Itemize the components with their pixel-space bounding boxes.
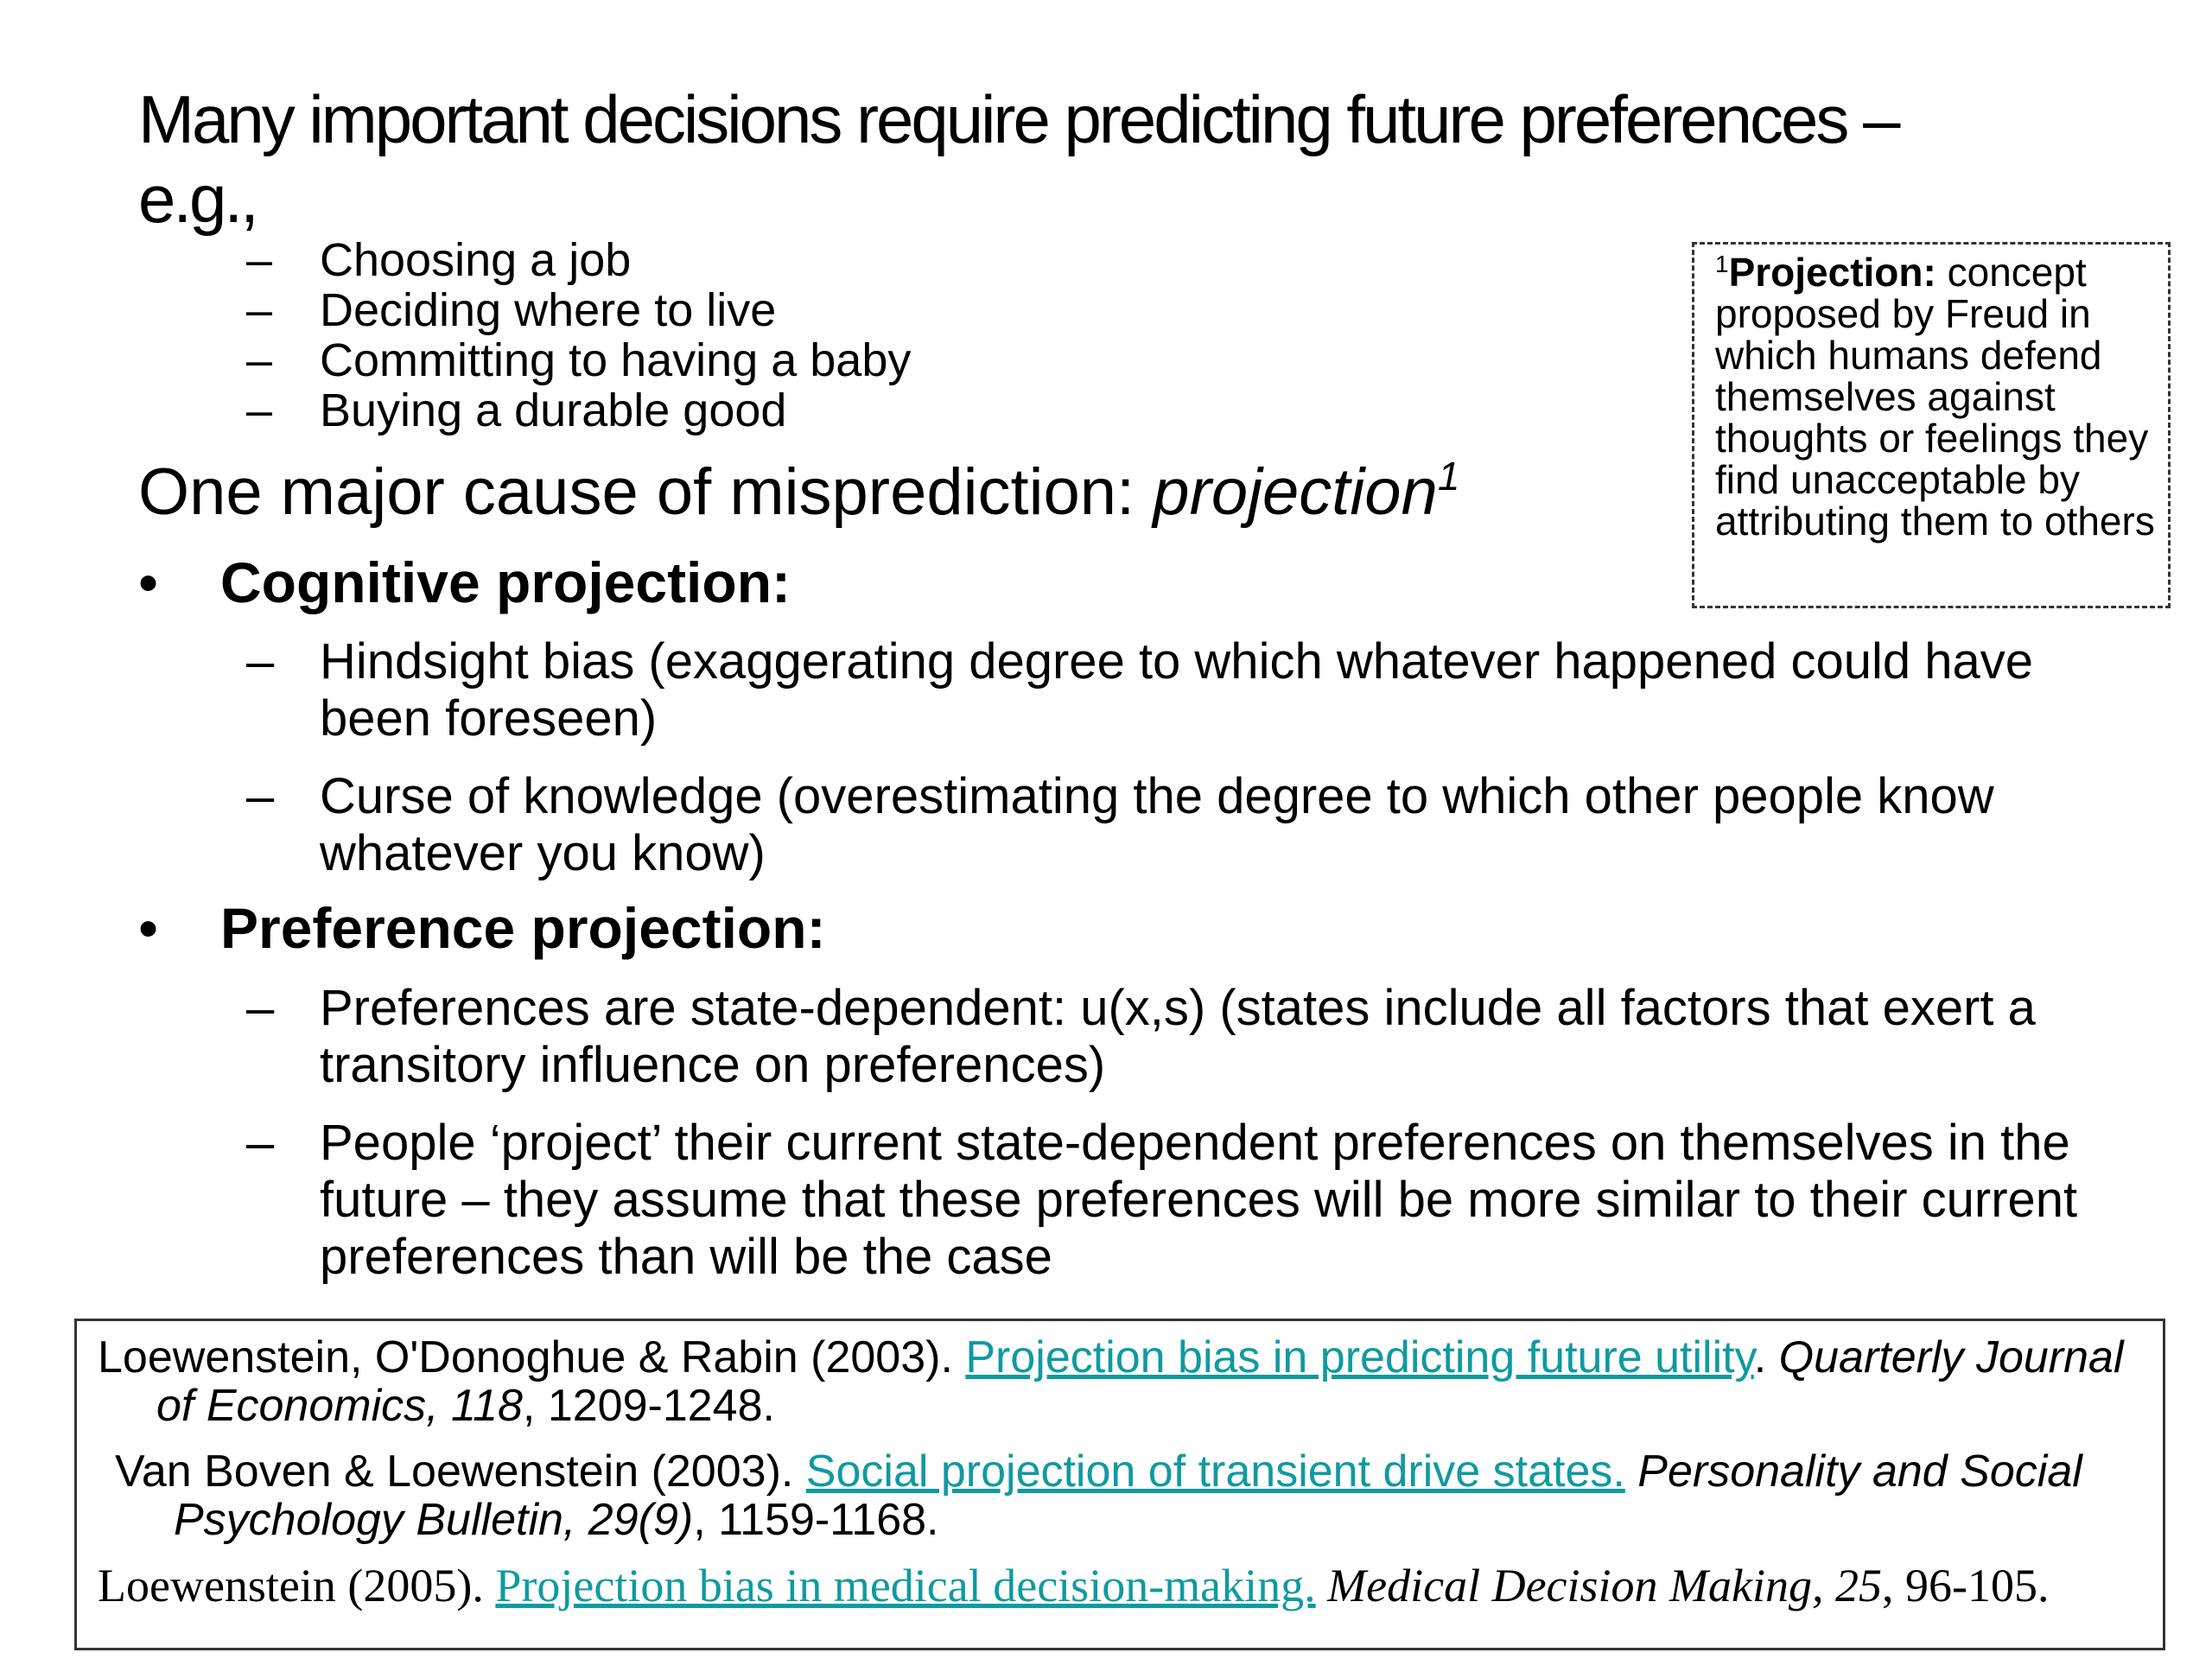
list-item <box>138 335 1607 385</box>
footnote-box <box>1692 242 2171 608</box>
reference-pages: , 96-105. <box>1882 1560 2050 1611</box>
reference-link[interactable]: Projection bias in predicting future utility <box>965 1332 1754 1382</box>
dash-marker: – <box>246 980 275 1036</box>
reference-journal: Medical Decision Making, 25 <box>1327 1560 1882 1611</box>
list-item <box>138 385 1607 435</box>
reference-authors: Van Boven & Loewenstein (2003). <box>115 1446 806 1497</box>
footnote-mark: 1 <box>1715 251 1729 277</box>
reference-after-link <box>1316 1560 1328 1611</box>
reference-item <box>98 1561 2142 1610</box>
list-item <box>138 1115 2126 1286</box>
reference-after-link <box>1625 1446 1637 1497</box>
bullet-marker: • <box>138 896 159 960</box>
reference-item <box>98 1333 2142 1430</box>
dash-marker: – <box>246 1115 275 1171</box>
reference-journal: Quarterly Journal of Economics, 118 <box>156 1332 2124 1431</box>
dash-marker: – <box>246 234 273 286</box>
reference-link[interactable]: Social projection of transient drive states. <box>805 1446 1625 1497</box>
example-text: Choosing a job <box>320 234 632 286</box>
footnote-term: Projection: <box>1728 250 1936 295</box>
list-item <box>138 633 2126 747</box>
example-text: Buying a durable good <box>320 385 787 436</box>
reference-after-link: . <box>1753 1332 1779 1382</box>
dash-marker: – <box>246 334 273 386</box>
references-box <box>74 1319 2165 1650</box>
slide-title-line-2: e.g., <box>138 161 257 237</box>
item-text: Curse of knowledge (overestimating the degree to which other people know whatever you know) <box>320 768 1994 881</box>
example-text: Deciding where to live <box>320 284 777 336</box>
cause-term: projection <box>1153 455 1438 529</box>
bullet-marker: • <box>138 550 159 614</box>
dash-marker: – <box>246 633 275 690</box>
decision-examples-list <box>138 235 1607 435</box>
preference-projection-list <box>138 980 2126 1306</box>
preference-projection-label: Preference projection: <box>220 896 826 960</box>
footnote-text: concept proposed by Freud in which humans defend themselves against thoughts or feelings they find unacceptable by attributing them to others <box>1715 250 2155 543</box>
list-item <box>138 980 2126 1094</box>
reference-item <box>98 1447 2142 1544</box>
slide-title-line-1: Many important decisions require predicting future preferences – <box>138 81 1898 157</box>
item-text: Preferences are state-dependent: u(x,s) (states include all factors that exert a transitory influence on preferences) <box>320 980 2036 1093</box>
list-item <box>138 285 1607 335</box>
cause-text: One major cause of misprediction: <box>138 455 1154 529</box>
cognitive-projection-label: Cognitive projection: <box>220 550 791 614</box>
dash-marker: – <box>246 284 273 336</box>
dash-marker: – <box>246 768 275 824</box>
example-text: Committing to having a baby <box>320 334 912 386</box>
item-text: People ‘project’ their current state-dependent preferences on themselves in the future – they assume that these preferences will be more similar to their current preferences than will be the case <box>320 1115 2078 1285</box>
reference-authors: Loewenstein (2005). <box>98 1560 496 1611</box>
reference-pages: , 1209-1248. <box>522 1381 775 1431</box>
slide-title <box>138 79 2074 238</box>
item-text: Hindsight bias (exaggerating degree to which whatever happened could have been foreseen) <box>320 633 2033 747</box>
dash-marker: – <box>246 385 273 436</box>
reference-journal: Personality and Social Psychology Bulletin, 29(9) <box>174 1446 2082 1545</box>
reference-authors: Loewenstein, O'Donoghue & Rabin (2003). <box>98 1332 966 1382</box>
reference-link[interactable]: Projection bias in medical decision-making. <box>495 1560 1316 1611</box>
cognitive-projection-list <box>138 633 2126 903</box>
list-item <box>138 768 2126 882</box>
cause-footnote-mark: 1 <box>1437 454 1460 499</box>
reference-pages: , 1159-1168. <box>693 1495 939 1545</box>
list-item <box>138 235 1607 285</box>
cause-heading <box>138 454 1459 531</box>
